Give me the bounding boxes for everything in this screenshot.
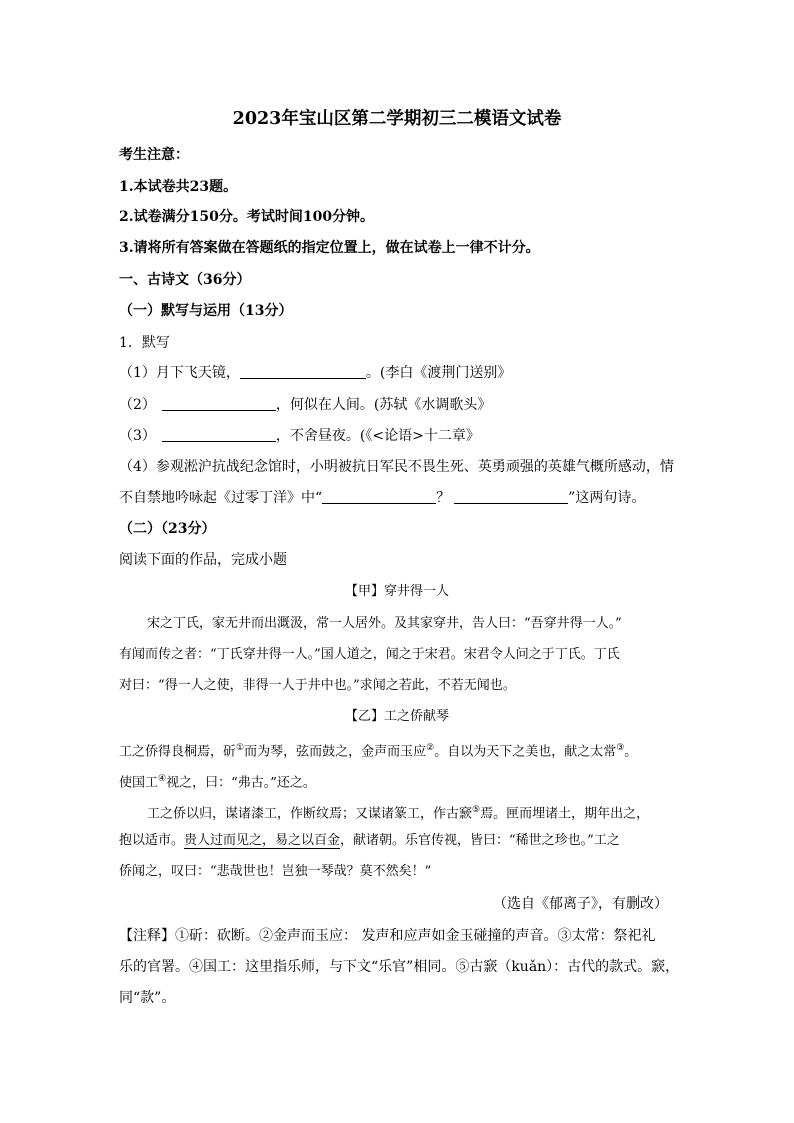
passage-jia-line: 有闻而传之者：“丁氏穿井得一人。”国人道之，闻之于宋君。宋君令人问之于丁氏。丁氏 xyxy=(119,647,620,662)
passage-text: 工之侨得良桐焉，斫 xyxy=(119,744,237,760)
answer-blank[interactable] xyxy=(454,489,568,504)
question-1-item-2 xyxy=(119,396,491,414)
passage-text: 。 xyxy=(624,744,638,760)
answer-blank[interactable] xyxy=(162,396,276,411)
question-1-item-1 xyxy=(119,364,511,382)
part1-heading: （一）默写与运用（13分） xyxy=(119,303,293,319)
item-text-after: ，不舍昼夜。(《<论语>十二章》 xyxy=(275,428,480,444)
notes-line: 乐的官署。④国工：这里指乐师，与下文“乐官”相同。⑤古窾（kuǎn）：古代的款式。窾， xyxy=(119,959,680,975)
passage-text: 使国工 xyxy=(119,775,159,791)
item-text-after: 。(李白《渡荆门送别》 xyxy=(365,365,512,381)
notice-item-1: 1.本试卷共23题。 xyxy=(119,179,238,195)
notes-line: 【注释】①斫：砍断。②金声而玉应： 发声和应声如金玉碰撞的声音。③太常：祭祀礼 xyxy=(119,928,656,944)
question-1-item-3 xyxy=(119,427,480,445)
underlined-sentence: 贵人过而见之，易之以百金 xyxy=(184,833,341,848)
passage-text: 。自以为天下之美也，献之太常 xyxy=(434,744,617,760)
passage-source: （选自《郁离子》，有删改） xyxy=(493,896,668,912)
notice-heading: 考生注意： xyxy=(119,147,189,163)
item-text-after: ，何似在人间。(苏轼《水调歌头》 xyxy=(275,397,492,413)
passage-text: 抱以适市。 xyxy=(119,833,185,848)
notice-item-3: 3.请将所有答案做在答题纸的指定位置上，做在试卷上一律不计分。 xyxy=(119,240,540,256)
section-heading: 一、古诗文（36分） xyxy=(119,272,251,288)
part2-heading: （二）（23分） xyxy=(119,521,216,537)
footnote-marker: ② xyxy=(426,743,435,753)
question-1-label: 1．默写 xyxy=(119,335,170,351)
passage-yi-line: 侨闻之，叹曰：“悲哉世也！岂独一琴哉？莫不然矣！” xyxy=(119,864,432,879)
footnote-marker: ③ xyxy=(616,743,625,753)
passage-yi-line xyxy=(119,739,637,761)
passage-text: 视之，曰：“弗古。”还之。 xyxy=(166,775,316,791)
passage-text: 而为琴，弦而鼓之，金声而玉应 xyxy=(244,744,427,760)
item-number: （2） xyxy=(119,397,156,413)
passage-jia-line: 宋之丁氏，家无井而出溉汲，常一人居外。及其家穿井，告人曰：“吾穿井得一人。” xyxy=(147,616,622,631)
passage-text: ，献诸朝。乐官传视，皆曰：“稀世之珍也。”工之 xyxy=(340,833,620,848)
question-1-item-4-line2 xyxy=(119,489,645,507)
notice-item-2: 2.试卷满分150分。考试时间100分钟。 xyxy=(119,209,375,225)
passage-jia-line: 对曰：“得一人之使，非得一人于井中也。”求闻之若此，不若无闻也。 xyxy=(119,678,516,693)
item-text-before: 不自禁地吟咏起《过零丁洋》中“ xyxy=(119,490,323,506)
item-text-mid: ？ xyxy=(436,490,451,506)
passage-yi-line xyxy=(119,770,316,792)
footnote-marker: ④ xyxy=(158,774,167,784)
answer-blank[interactable] xyxy=(240,364,366,379)
notes-line: 同“款”。 xyxy=(119,990,176,1006)
page-title: 2023年宝山区第二学期初三二模语文试卷 xyxy=(232,109,562,129)
passage-text: 焉。匣而埋诸土，期年出之， xyxy=(480,806,650,822)
reading-instruction: 阅读下面的作品，完成小题 xyxy=(119,552,287,568)
item-number: （3） xyxy=(119,428,156,444)
item-number: （1） xyxy=(119,365,156,381)
passage-text: 工之侨以归，谋诸漆工，作断纹焉；又谋诸篆工，作古窾 xyxy=(147,806,473,822)
footnote-marker: ① xyxy=(236,743,245,753)
passage-yi-line xyxy=(147,801,649,823)
question-1-item-4-line1: （4）参观淞沪抗战纪念馆时，小明被抗日军民不畏生死、英勇顽强的英雄气概所感动，情 xyxy=(119,459,674,475)
item-text-before: 月下飞天镜， xyxy=(155,365,240,381)
answer-blank[interactable] xyxy=(322,489,436,504)
passage-jia-title: 【甲】穿井得一人 xyxy=(344,584,449,599)
footnote-marker: ⑤ xyxy=(472,805,481,815)
answer-blank[interactable] xyxy=(162,427,276,442)
item-text-after: ”这两句诗。 xyxy=(568,490,646,506)
passage-yi-line xyxy=(119,832,620,850)
passage-yi-title: 【乙】工之侨献琴 xyxy=(344,709,449,724)
